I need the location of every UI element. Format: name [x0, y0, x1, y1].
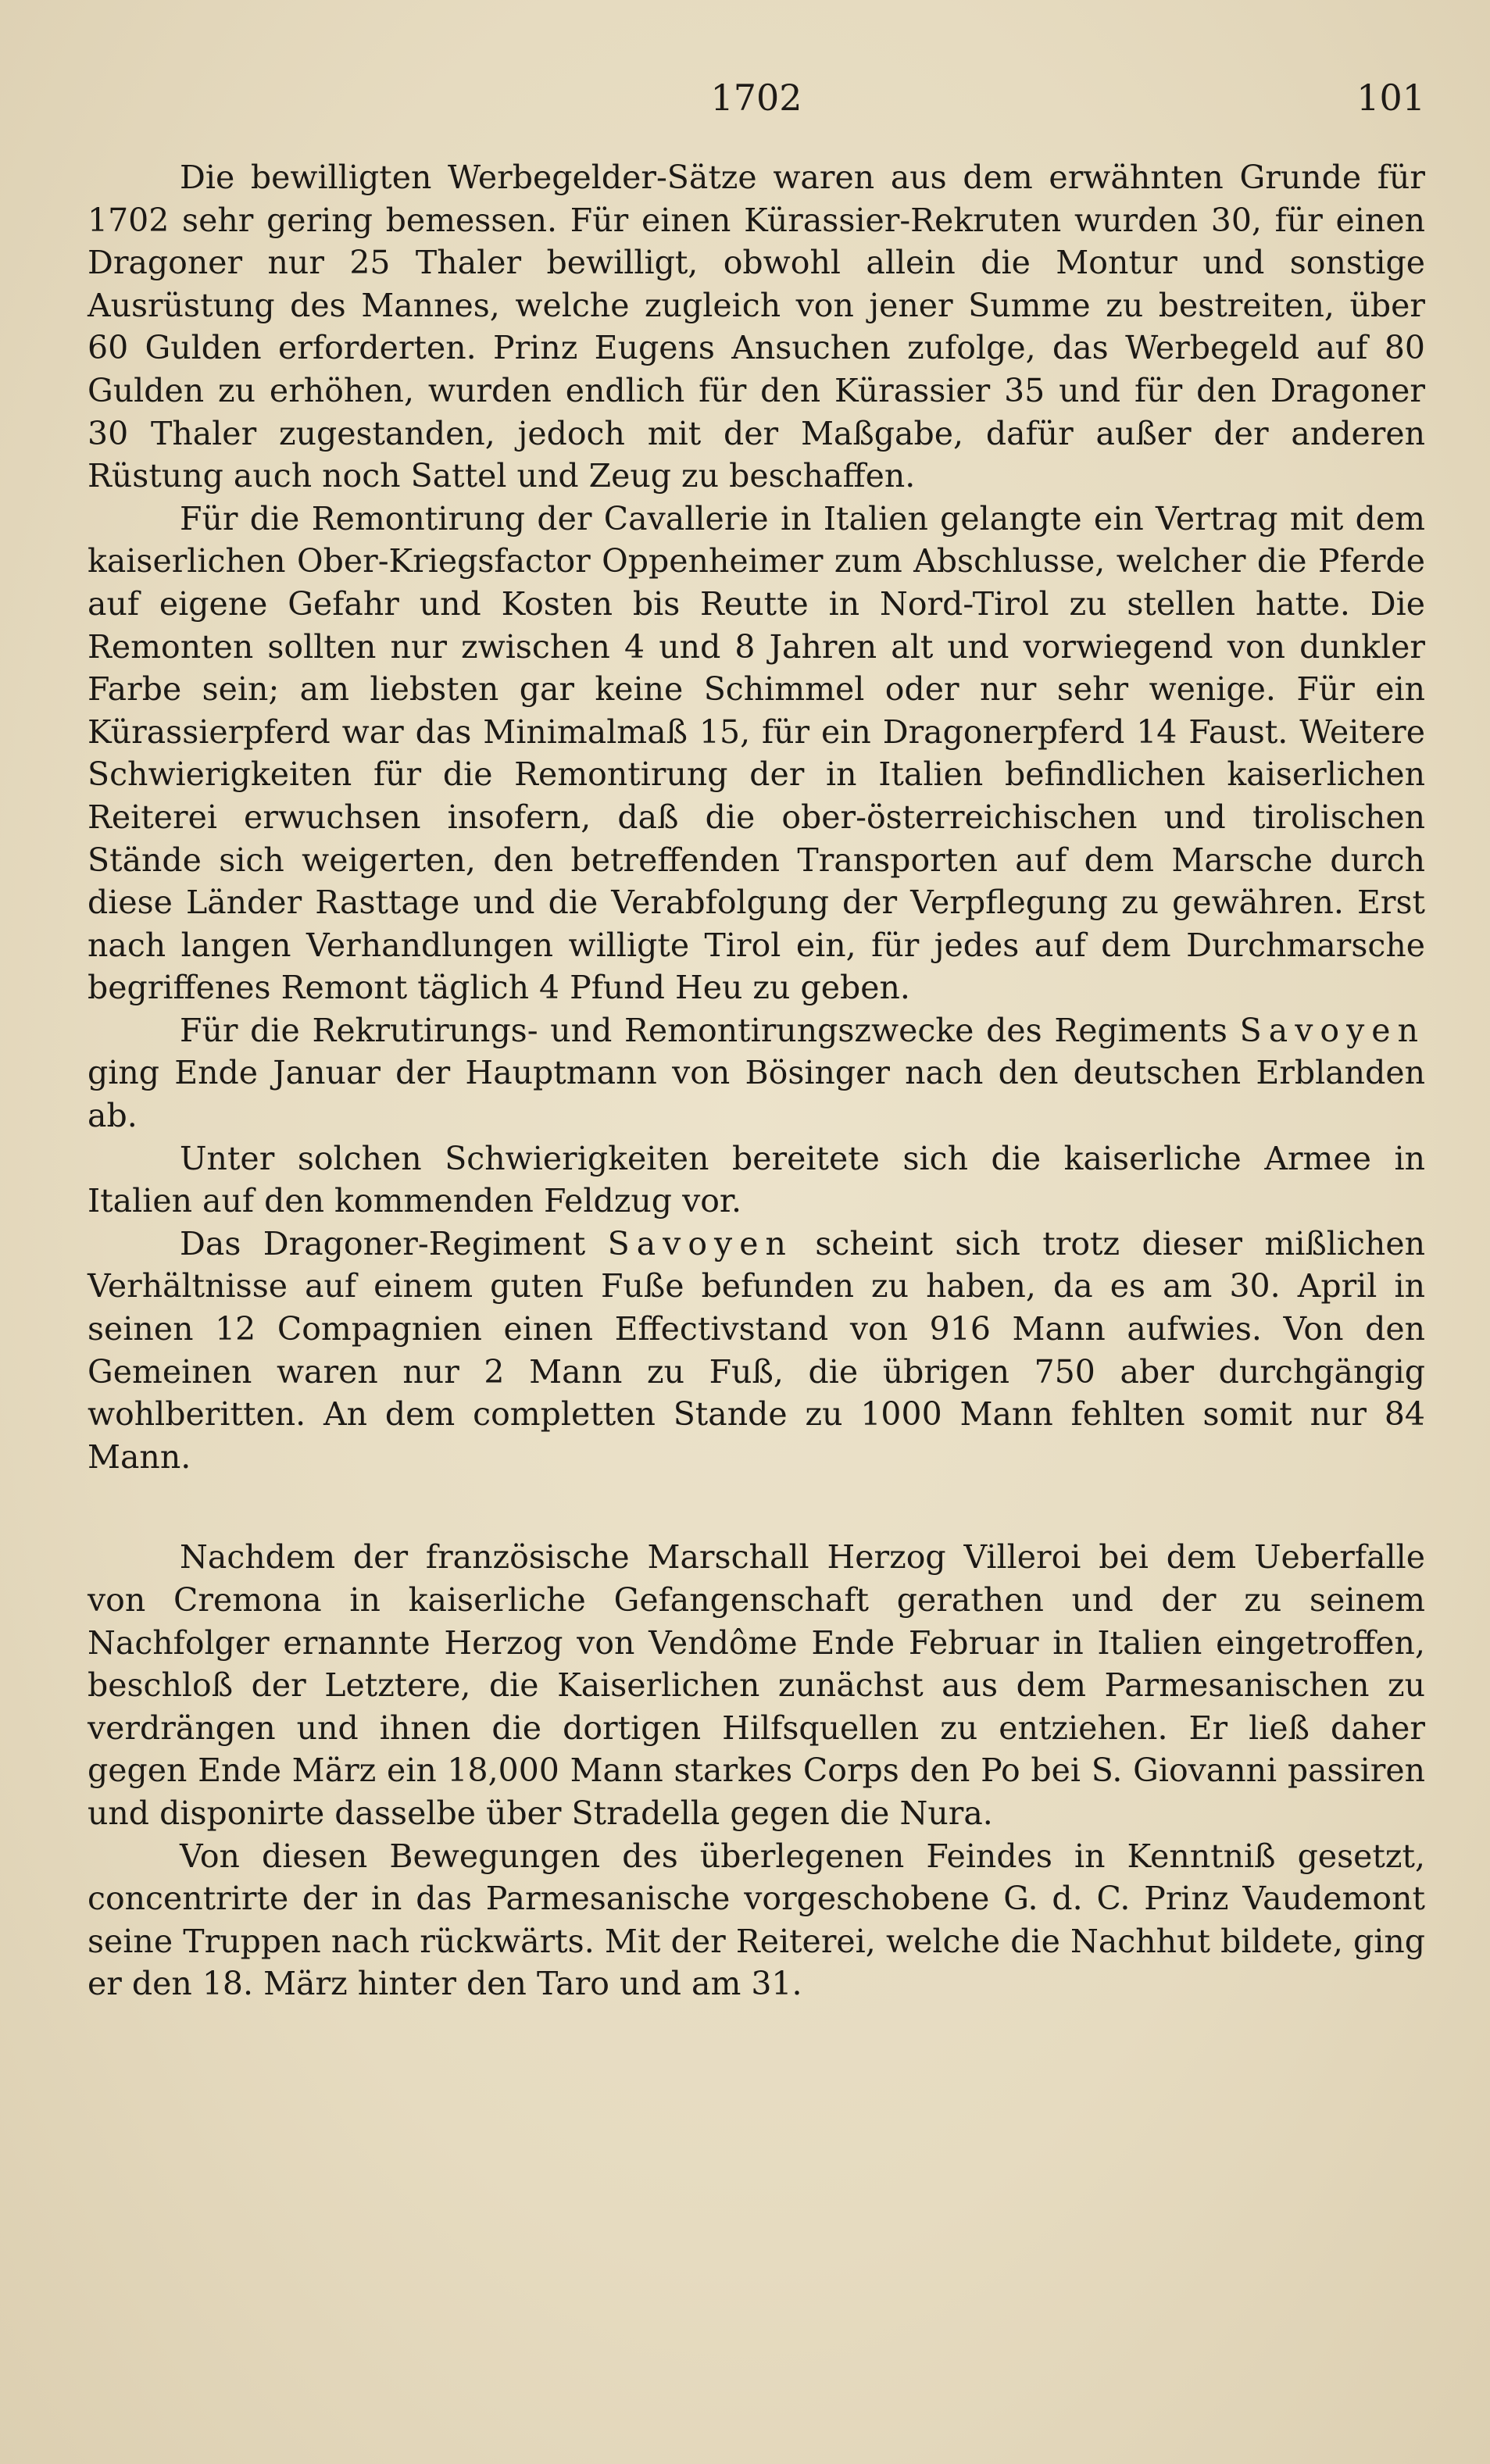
regiment-name: Savoyen: [1239, 1011, 1425, 1049]
paragraph-villeroi-vendome: Nachdem der französische Marschall Herzog Villeroi bei dem Ueberfalle von Cremona in kaiserliche Gefangenschaft gerathen und der zu seinem Nachfolger ernannte Herzog von Vendôme Ende Februar in Italien eingetroffen, beschloß der Letztere, die Kaiserlichen zunächst aus dem Parmesanischen zu verdrängen und ihnen die dortigen Hilfsquellen zu entziehen. Er ließ daher gegen Ende März ein 18,000 Mann starkes Corps den Po bei S. Giovanni passiren und disponirte dasselbe über Stradella gegen die Nura.: [88, 1538, 1425, 1832]
paragraph-army-preparation: Unter solchen Schwierigkeiten bereitete sich die kaiserliche Armee in Italien auf den kommenden Feldzug vor.: [88, 1139, 1425, 1220]
paragraph-regiment-strength: [88, 1223, 1425, 1479]
paragraph-vaudemont-retreat: Von diesen Bewegungen des überlegenen Feindes in Kenntniß gesetzt, concentrirte der in das Parmesanische vorgeschobene G. d. C. Prinz Vaudemont seine Truppen nach rückwärts. Mit der Reiterei, welche die Nachhut bildete, ging er den 18. März hinter den Taro und am 31.: [88, 1837, 1425, 2003]
paragraph-text-after: scheint sich trotz dieser mißlichen Verhältnisse auf einem guten Fuße befunden zu haben, da es am 30. April in seinen 12 Compagnien einen Effectivstand von 916 Mann aufwies. Von den Gemeinen waren nur 2 Mann zu Fuß, die übrigen 750 aber durchgängig wohlberitten. An dem completten Stande zu 1000 Mann fehlten somit nur 84 Mann.: [88, 1224, 1425, 1476]
body-text: [88, 156, 1425, 2005]
paragraph-recruiting-savoyen: [88, 1009, 1425, 1137]
running-header: [88, 77, 1425, 131]
page-number: 101: [1356, 77, 1425, 119]
regiment-name: Savoyen: [607, 1224, 793, 1262]
paragraph-text-before: Für die Rekrutirungs- und Remontirungszwecke des Regiments: [180, 1011, 1227, 1049]
paragraph-remount-contract: Für die Remontirung der Cavallerie in Italien gelangte ein Vertrag mit dem kaiserlichen Ober-Kriegsfactor Oppenheimer zum Abschlusse, welcher die Pferde auf eigene Gefahr und Kosten bis Reutte in Nord-Tirol zu stellen hatte. Die Remonten sollten nur zwischen 4 und 8 Jahren alt und vorwiegend von dunkler Farbe sein; am liebsten gar keine Schimmel oder nur sehr wenige. Für ein Kürassierpferd war das Minimalmaß 15, für ein Dragonerpferd 14 Faust. Weitere Schwierigkeiten für die Remontirung der in Italien befindlichen kaiserlichen Reiterei erwuchsen insofern, daß die ober-österreichischen und tirolischen Stände sich weigerten, den betreffenden Transporten auf dem Marsche durch diese Länder Rasttage und die Verabfolgung der Verpflegung zu gewähren. Erst nach langen Verhandlungen willigte Tirol ein, für jedes auf dem Durchmarsche begriffenes Remont täglich 4 Pfund Heu zu geben.: [88, 499, 1425, 1007]
paragraph-text-before: Das Dragoner-Regiment: [180, 1224, 586, 1262]
paragraph-text-after: ging Ende Januar der Hauptmann von Bösinger nach den deutschen Erblanden ab.: [88, 1054, 1425, 1135]
header-year: 1702: [710, 77, 802, 119]
paragraph-recruiting-money: Die bewilligten Werbegelder-Sätze waren aus dem erwähnten Grunde für 1702 sehr gering bemessen. Für einen Kürassier-Rekruten wurden 30, für einen Dragoner nur 25 Thaler bewilligt, obwohl allein die Montur und sonstige Ausrüstung des Mannes, welche zugleich von jener Summe zu bestreiten, über 60 Gulden erforderten. Prinz Eugens Ansuchen zufolge, das Werbegeld auf 80 Gulden zu erhöhen, wurden endlich für den Kürassier 35 und für den Dragoner 30 Thaler zugestanden, jedoch mit der Maßgabe, dafür außer der anderen Rüstung auch noch Sattel und Zeug zu beschaffen.: [88, 159, 1425, 495]
